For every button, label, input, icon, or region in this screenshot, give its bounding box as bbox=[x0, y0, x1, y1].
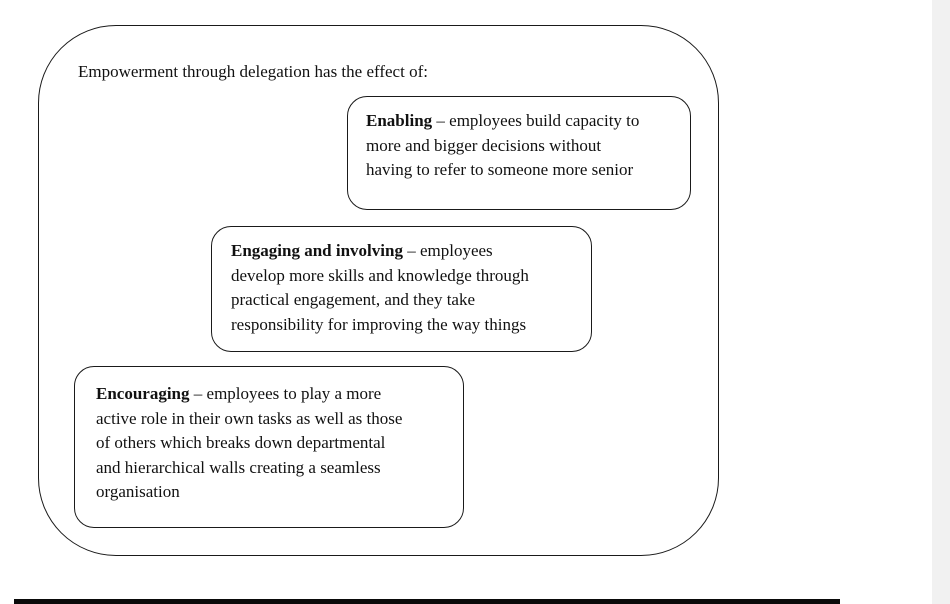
enabling-line-1: – employees build capacity to bbox=[432, 111, 640, 130]
encouraging-line-4: and hierarchical walls creating a seamless bbox=[96, 457, 381, 477]
engaging-box bbox=[211, 226, 592, 352]
enabling-term: Enabling bbox=[366, 111, 433, 130]
enabling-box bbox=[347, 96, 691, 210]
encouraging-line-3: of others which breaks down departmental bbox=[96, 433, 386, 452]
encouraging-term: Encouraging bbox=[96, 384, 190, 403]
encouraging-line-1: – employees to play a more bbox=[189, 384, 382, 403]
engaging-line-4: responsibility for improving the way things bbox=[231, 314, 527, 334]
engaging-line-3: practical engagement, and they take bbox=[231, 290, 476, 309]
encouraging-line-5: organisation bbox=[96, 482, 180, 501]
engaging-term: Engaging and involving bbox=[231, 241, 403, 260]
encouraging-box bbox=[74, 366, 464, 528]
enabling-line-3: having to refer to someone more senior bbox=[366, 160, 634, 179]
bottom-rule bbox=[14, 599, 840, 604]
engaging-line-2: develop more skills and knowledge through bbox=[231, 265, 529, 285]
enabling-line-2: more and bigger decisions without bbox=[366, 135, 602, 155]
encouraging-line-2: active role in their own tasks as well as those bbox=[96, 408, 403, 428]
engaging-line-1: – employees bbox=[402, 241, 493, 260]
page-margin bbox=[932, 0, 950, 604]
intro-text: Empowerment through delegation has the effect of: bbox=[78, 62, 428, 81]
